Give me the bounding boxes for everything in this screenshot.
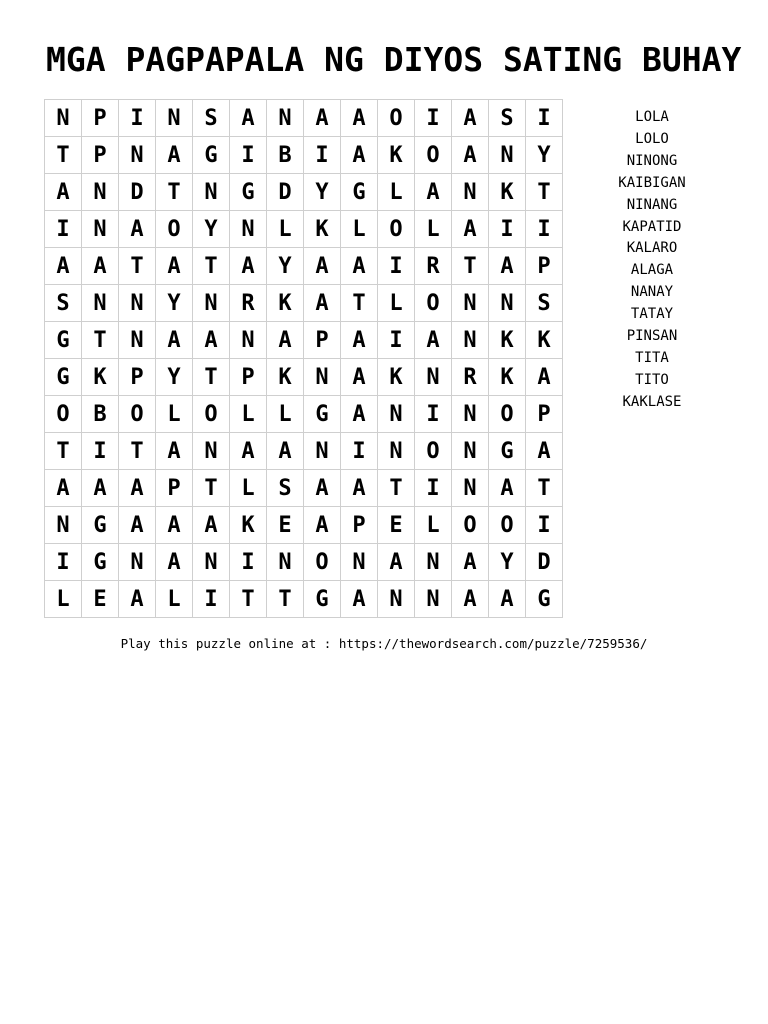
word-list-item: KAKLASE [622, 393, 682, 410]
puzzle-title: MGA PAGPAPALA NG DIYOS SATING BUHAY [46, 40, 742, 79]
grid-cell: A [230, 433, 267, 470]
grid-cell: Y [193, 211, 230, 248]
grid-cell: K [378, 359, 415, 396]
grid-cell: O [415, 137, 452, 174]
grid-cell: K [378, 137, 415, 174]
grid-cell: P [230, 359, 267, 396]
grid-cell: A [156, 544, 193, 581]
grid-cell: I [304, 137, 341, 174]
grid-cell: B [267, 137, 304, 174]
grid-row [45, 248, 563, 285]
grid-cell: A [452, 581, 489, 618]
grid-row [45, 359, 563, 396]
grid-cell: T [45, 137, 82, 174]
grid-cell: T [82, 322, 119, 359]
grid-cell: N [415, 581, 452, 618]
grid-cell: L [378, 285, 415, 322]
word-list-item: TITO [635, 371, 669, 388]
grid-cell: G [45, 322, 82, 359]
grid-cell: A [45, 248, 82, 285]
grid-cell: N [452, 174, 489, 211]
grid-row [45, 285, 563, 322]
grid-cell: T [193, 470, 230, 507]
grid-cell: P [156, 470, 193, 507]
grid-cell: L [156, 396, 193, 433]
grid-row [45, 396, 563, 433]
grid-cell: T [45, 433, 82, 470]
grid-cell: I [45, 544, 82, 581]
grid-cell: N [119, 322, 156, 359]
grid-cell: A [341, 396, 378, 433]
grid-cell: N [341, 544, 378, 581]
grid-cell: A [156, 137, 193, 174]
grid-cell: K [489, 359, 526, 396]
grid-cell: A [452, 544, 489, 581]
word-list [606, 107, 698, 414]
grid-cell: G [526, 581, 563, 618]
grid-cell: A [119, 581, 156, 618]
grid-cell: S [489, 100, 526, 137]
grid-cell: T [526, 174, 563, 211]
grid-cell: K [82, 359, 119, 396]
word-list-item: NINANG [626, 196, 678, 213]
grid-cell: N [82, 211, 119, 248]
grid-cell: N [119, 137, 156, 174]
grid-cell: A [452, 211, 489, 248]
grid-cell: D [119, 174, 156, 211]
grid-cell: G [82, 507, 119, 544]
word-list-item: LOLA [635, 109, 669, 125]
grid-cell: N [82, 285, 119, 322]
grid-cell: G [489, 433, 526, 470]
word-list-item: NINONG [626, 152, 678, 169]
grid-cell: P [341, 507, 378, 544]
grid-cell: Y [156, 285, 193, 322]
grid-cell: A [193, 507, 230, 544]
grid-cell: A [304, 507, 341, 544]
grid-cell: A [119, 470, 156, 507]
grid-cell: A [45, 174, 82, 211]
grid-row [45, 581, 563, 618]
grid-cell: I [415, 470, 452, 507]
grid-cell: O [378, 211, 415, 248]
grid-cell: S [526, 285, 563, 322]
grid-cell: L [156, 581, 193, 618]
grid-cell: G [230, 174, 267, 211]
grid-cell: T [267, 581, 304, 618]
grid-cell: A [230, 100, 267, 137]
grid-cell: A [452, 137, 489, 174]
grid-cell: K [267, 285, 304, 322]
grid-cell: T [526, 470, 563, 507]
grid-cell: N [378, 396, 415, 433]
grid-cell: I [193, 581, 230, 618]
grid-row [45, 100, 563, 137]
grid-cell: K [489, 174, 526, 211]
grid-cell: G [304, 581, 341, 618]
grid-row [45, 544, 563, 581]
grid-cell: P [82, 137, 119, 174]
grid-cell: T [341, 285, 378, 322]
grid-cell: N [230, 322, 267, 359]
grid-cell: P [526, 396, 563, 433]
grid-cell: Y [156, 359, 193, 396]
grid-cell: G [341, 174, 378, 211]
grid-cell: A [526, 359, 563, 396]
grid-cell: N [415, 544, 452, 581]
grid-cell: A [304, 470, 341, 507]
grid-cell: T [119, 248, 156, 285]
grid-cell: Y [267, 248, 304, 285]
grid-cell: A [489, 470, 526, 507]
word-list-item: KAPATID [622, 218, 682, 235]
grid-cell: B [82, 396, 119, 433]
grid-cell: T [193, 359, 230, 396]
grid-cell: A [489, 248, 526, 285]
grid-cell: I [415, 396, 452, 433]
grid-cell: I [230, 544, 267, 581]
grid-cell: N [267, 544, 304, 581]
grid-cell: O [304, 544, 341, 581]
grid-cell: A [341, 100, 378, 137]
grid-cell: N [452, 433, 489, 470]
word-list-item: KAIBIGAN [618, 174, 686, 191]
grid-cell: D [526, 544, 563, 581]
grid-cell: O [452, 507, 489, 544]
grid-cell: N [304, 433, 341, 470]
grid-cell: N [489, 285, 526, 322]
grid-cell: T [193, 248, 230, 285]
grid-cell: A [341, 359, 378, 396]
grid-row [45, 322, 563, 359]
word-list-item: TITA [635, 349, 669, 366]
grid-cell: O [378, 100, 415, 137]
grid-cell: S [193, 100, 230, 137]
grid-cell: A [267, 433, 304, 470]
grid-cell: O [415, 285, 452, 322]
grid-cell: Y [526, 137, 563, 174]
grid-cell: K [526, 322, 563, 359]
grid-cell: A [378, 544, 415, 581]
grid-cell: E [378, 507, 415, 544]
grid-cell: L [378, 174, 415, 211]
grid-cell: L [341, 211, 378, 248]
grid-cell: N [489, 137, 526, 174]
grid-cell: P [82, 100, 119, 137]
grid-cell: E [82, 581, 119, 618]
grid-cell: A [156, 433, 193, 470]
grid-cell: N [45, 100, 82, 137]
grid-cell: D [267, 174, 304, 211]
grid-cell: N [415, 359, 452, 396]
grid-cell: G [304, 396, 341, 433]
grid-cell: R [230, 285, 267, 322]
grid-cell: A [156, 248, 193, 285]
grid-cell: I [82, 433, 119, 470]
grid-cell: I [526, 211, 563, 248]
grid-cell: E [267, 507, 304, 544]
grid-cell: S [267, 470, 304, 507]
grid-cell: A [82, 470, 119, 507]
grid-cell: G [82, 544, 119, 581]
grid-cell: I [415, 100, 452, 137]
grid-cell: K [267, 359, 304, 396]
grid-cell: L [267, 211, 304, 248]
grid-cell: N [378, 433, 415, 470]
grid-cell: I [45, 211, 82, 248]
grid-cell: S [45, 285, 82, 322]
grid-cell: K [304, 211, 341, 248]
grid-cell: N [82, 174, 119, 211]
word-list-item: LOLO [635, 130, 669, 147]
grid-cell: N [119, 285, 156, 322]
grid-cell: N [230, 211, 267, 248]
grid-cell: A [526, 433, 563, 470]
grid-cell: I [489, 211, 526, 248]
grid-cell: I [378, 322, 415, 359]
grid-cell: O [489, 507, 526, 544]
grid-cell: I [230, 137, 267, 174]
grid-cell: R [415, 248, 452, 285]
grid-row [45, 211, 563, 248]
grid-cell: A [341, 137, 378, 174]
grid-cell: T [378, 470, 415, 507]
grid-cell: A [304, 100, 341, 137]
grid-cell: N [267, 100, 304, 137]
word-list-item: ALAGA [630, 262, 674, 279]
grid-cell: L [45, 581, 82, 618]
grid-cell: I [341, 433, 378, 470]
grid-cell: I [526, 507, 563, 544]
grid-cell: O [119, 396, 156, 433]
grid-cell: A [341, 248, 378, 285]
grid-cell: A [119, 507, 156, 544]
grid-cell: N [452, 322, 489, 359]
grid-cell: A [415, 174, 452, 211]
grid-cell: N [156, 100, 193, 137]
grid-cell: Y [304, 174, 341, 211]
grid-cell: T [156, 174, 193, 211]
grid-cell: N [193, 433, 230, 470]
grid-cell: A [156, 322, 193, 359]
grid-cell: O [489, 396, 526, 433]
grid-row [45, 137, 563, 174]
grid-cell: L [267, 396, 304, 433]
grid-cell: I [119, 100, 156, 137]
grid-cell: N [45, 507, 82, 544]
grid-cell: K [230, 507, 267, 544]
word-list-item: TATAY [630, 306, 674, 323]
grid-row [45, 470, 563, 507]
grid-cell: N [452, 470, 489, 507]
grid-cell: L [230, 470, 267, 507]
grid-cell: G [193, 137, 230, 174]
grid-cell: O [193, 396, 230, 433]
grid-cell: A [45, 470, 82, 507]
grid-cell: A [415, 322, 452, 359]
grid-cell: T [230, 581, 267, 618]
grid-cell: A [341, 322, 378, 359]
grid-cell: N [378, 581, 415, 618]
grid-cell: N [452, 285, 489, 322]
grid-cell: R [452, 359, 489, 396]
grid-cell: A [341, 470, 378, 507]
word-list-item: KALARO [626, 240, 678, 257]
grid-cell: A [489, 581, 526, 618]
grid-cell: O [156, 211, 193, 248]
grid-row [45, 433, 563, 470]
grid-cell: G [45, 359, 82, 396]
grid-cell: N [193, 544, 230, 581]
grid-cell: T [119, 433, 156, 470]
grid-cell: I [526, 100, 563, 137]
grid-cell: P [119, 359, 156, 396]
grid-cell: L [415, 507, 452, 544]
grid-cell: N [304, 359, 341, 396]
letter-grid [44, 99, 563, 618]
grid-cell: A [304, 248, 341, 285]
grid-cell: L [230, 396, 267, 433]
grid-cell: Y [489, 544, 526, 581]
grid-cell: A [156, 507, 193, 544]
grid-cell: K [489, 322, 526, 359]
grid-cell: L [415, 211, 452, 248]
grid-cell: N [119, 544, 156, 581]
grid-cell: O [415, 433, 452, 470]
grid-cell: T [452, 248, 489, 285]
play-online-footer: Play this puzzle online at : https://thewordsearch.com/puzzle/7259536/ [120, 636, 648, 651]
grid-cell: P [304, 322, 341, 359]
grid-row [45, 174, 563, 211]
grid-cell: O [45, 396, 82, 433]
grid-cell: P [526, 248, 563, 285]
grid-cell: N [452, 396, 489, 433]
grid-cell: A [452, 100, 489, 137]
grid-cell: A [82, 248, 119, 285]
grid-row [45, 507, 563, 544]
grid-cell: N [193, 174, 230, 211]
word-list-item: NANAY [630, 284, 674, 301]
word-list-item: PINSAN [626, 328, 678, 345]
grid-cell: A [230, 248, 267, 285]
grid-cell: A [341, 581, 378, 618]
grid-cell: A [304, 285, 341, 322]
grid-cell: A [267, 322, 304, 359]
grid-cell: N [193, 285, 230, 322]
grid-cell: I [378, 248, 415, 285]
grid-cell: A [193, 322, 230, 359]
grid-cell: A [119, 211, 156, 248]
